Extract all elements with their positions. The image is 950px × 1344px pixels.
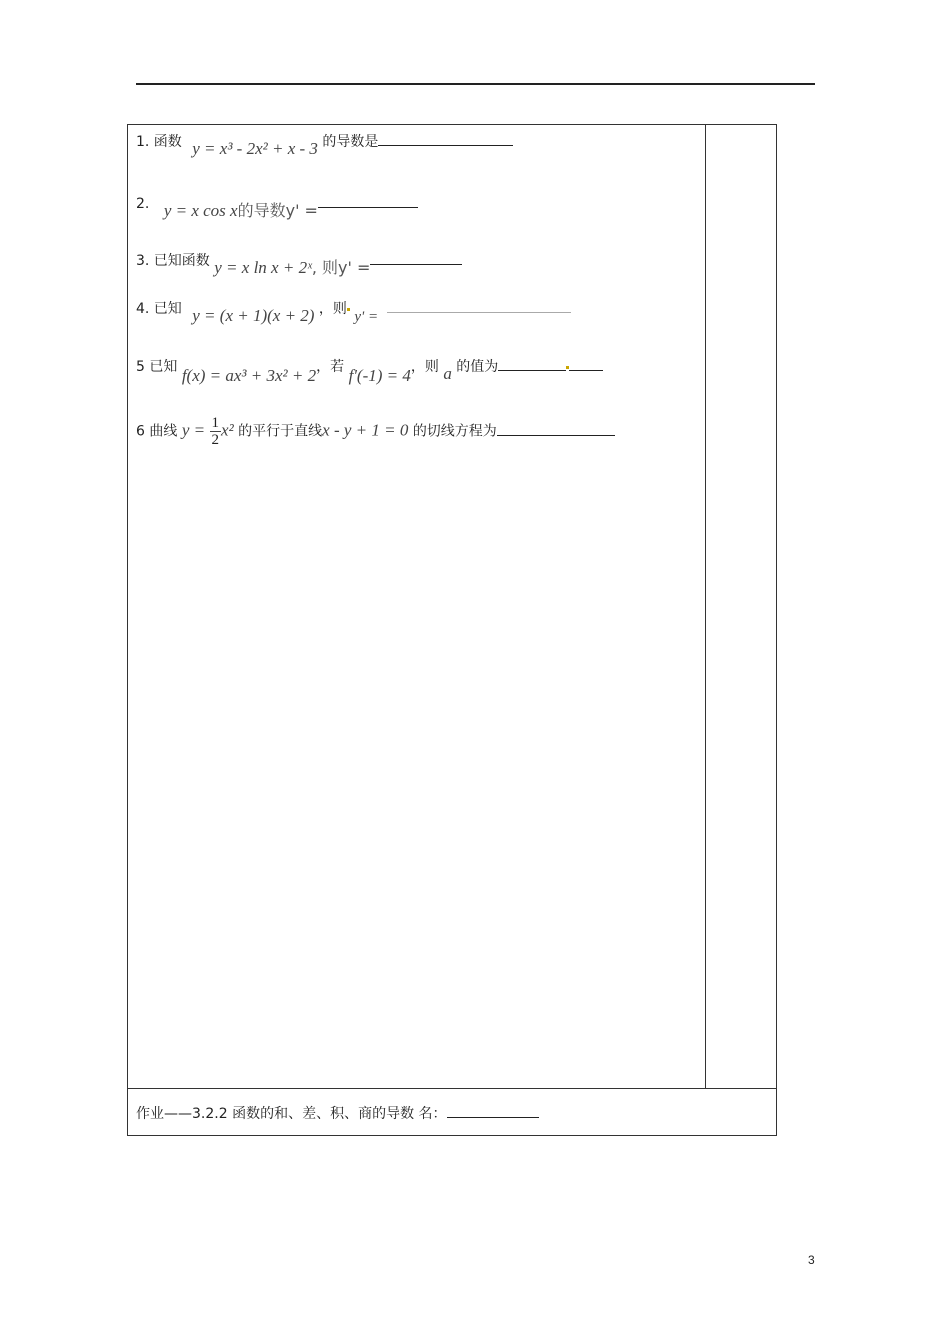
question-1-label: 1. 函数 [136,134,182,150]
question-4-yprime: y' = [354,309,379,325]
question-4-suffix: ，则 [318,301,347,317]
question-3-formula: y = x ln x + 2ˣ [214,258,312,277]
fraction-denominator: 2 [211,432,220,448]
question-2 [136,190,418,220]
question-6-rhs: x² [221,420,234,440]
question-3 [136,247,462,277]
question-5 [136,356,603,385]
question-1-suffix: 的导数是 [322,134,379,150]
question-5-then: ，则 [410,359,439,375]
question-5-mid: ，若 [316,359,345,375]
question-2-formula: y = x cos x [163,201,238,220]
fraction-numerator: 1 [211,415,220,431]
question-1 [136,131,513,158]
question-5-answer-blank-a[interactable] [498,369,566,371]
question-3-answer-blank[interactable] [370,263,462,265]
question-5-suffix: 的值为 [456,359,499,375]
question-4-formula: y = (x + 1)(x + 2) [192,306,315,325]
question-5-answer-blank-b[interactable] [569,369,603,371]
question-6-label: 6 曲线 [136,423,178,440]
question-6-suffix: 的切线方程为 [412,423,497,440]
question-5-var: a [443,364,452,383]
name-blank[interactable] [447,1116,539,1118]
question-3-label: 3. 已知函数 [136,253,210,269]
table-row-divider [127,1088,777,1089]
question-5-formula: f(x) = ax³ + 3x² + 2 [181,366,317,385]
question-5-label: 5 已知 [136,359,178,375]
question-6-line: x - y + 1 = 0 [322,420,409,440]
question-6-lhs: y = [181,420,206,440]
question-6-answer-blank[interactable] [497,434,615,436]
page-number: 3 [808,1253,815,1267]
header-rule [136,83,815,85]
question-5-condition: f'(-1) = 4 [348,366,411,385]
homework-footer [136,1103,539,1123]
homework-footer-text: 作业——3.2.2 函数的和、差、积、商的导数 名： [136,1106,447,1122]
question-6-fraction [210,415,222,448]
question-6 [136,415,615,448]
question-2-label: 2. [136,196,150,212]
question-1-answer-blank[interactable] [378,144,513,146]
table-column-divider [705,124,706,1088]
question-4-label: 4. 已知 [136,301,182,317]
marker-dot [347,308,350,311]
question-1-formula: y = x³ - 2x² + x - 3 [192,139,318,158]
question-2-answer-blank[interactable] [318,206,418,208]
question-3-suffix: , 则y' = [311,258,371,277]
question-4-answer-blank[interactable] [387,311,571,313]
question-4 [136,298,571,325]
question-6-mid: 的平行于直线 [238,423,323,440]
question-2-suffix: 的导数y' = [237,201,318,220]
